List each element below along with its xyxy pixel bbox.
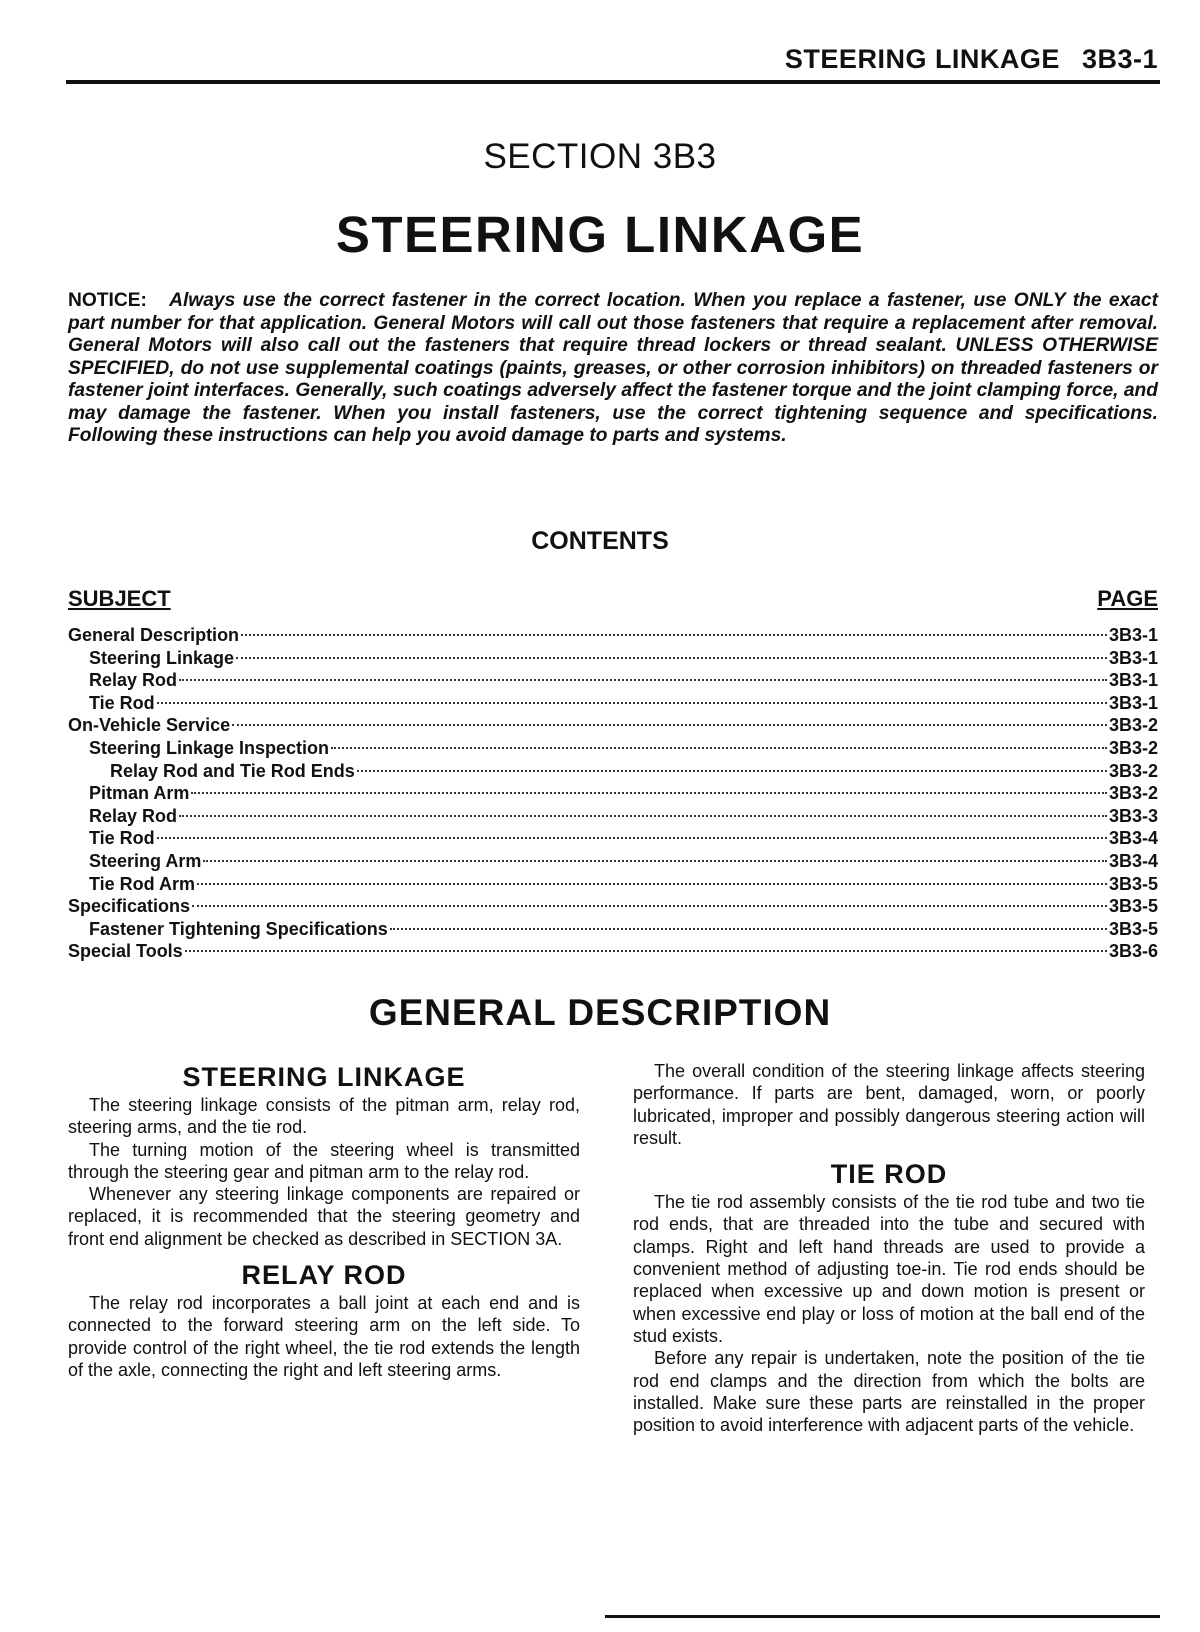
toc-entry (68, 669, 1158, 692)
toc-entry (68, 940, 1158, 963)
toc-entry-page: 3B3-4 (1108, 850, 1158, 871)
section-title: STEERING LINKAGE (335, 206, 865, 263)
toc-entry-title: Special Tools (68, 941, 183, 962)
toc-entry-page: 3B3-2 (1108, 760, 1158, 781)
steering-linkage-heading: STEERING LINKAGE (182, 1062, 466, 1092)
toc-entry-title: Specifications (68, 896, 191, 917)
toc-entry-page: 3B3-1 (1108, 625, 1158, 645)
toc-entry (68, 827, 1158, 850)
toc-entry-title: General Description (68, 625, 240, 645)
toc-entry-page: 3B3-2 (1108, 737, 1158, 758)
tie-rod-heading: TIE ROD (830, 1159, 948, 1190)
toc-entry-page: 3B3-5 (1108, 873, 1158, 894)
notice-label: NOTICE: (68, 290, 147, 311)
toc-entry (68, 850, 1158, 873)
toc-entry-page: 3B3-1 (1108, 647, 1158, 668)
toc-dot-leader (157, 837, 1107, 839)
toc-entry (68, 805, 1158, 828)
toc-entry-title: Pitman Arm (89, 783, 190, 804)
toc-dot-leader (185, 950, 1107, 952)
running-head-title: STEERING LINKAGE (784, 44, 1060, 74)
toc-entry-page: 3B3-3 (1108, 805, 1158, 826)
toc-dot-leader (390, 928, 1107, 930)
running-head (68, 44, 1158, 75)
toc-header (68, 586, 1158, 614)
toc-entry-title: Relay Rod and Tie Rod Ends (110, 760, 355, 781)
toc-dot-leader (179, 679, 1107, 681)
tie-rod-paragraph: Before any repair is undertaken, note the position of the tie rod end clamps and the direction from which the bolts are installed. Make sure these parts are reinstalled in the proper position to avoid interference with adjacent parts of the vehicle. (633, 1348, 1145, 1436)
notice-text: Always use the correct fastener in the correct location. When you replace a fastener, use ONLY the exact part number for that application. General Motors will call out those fasteners that require a replacement after removal. General Motors will also call out the fasteners that require thread lockers or thread sealant. UNLESS OTHERWISE SPECIFIED, do not use supplemental coatings (paints, greases, or other corrosion inhibitors) on threaded fasteners or fastener joint interfaces. Generally, such coatings adversely affect the fastener torque and the joint clamping force, and may damage the fastener. When you install fasteners, use the correct tightening sequence and specifications. Following these instructions can help you avoid damage to parts and systems. (68, 290, 1158, 446)
toc-entry-page: 3B3-2 (1108, 715, 1158, 736)
toc-dot-leader (157, 702, 1107, 704)
toc-entry-title: Fastener Tightening Specifications (89, 918, 388, 939)
toc-entry (68, 714, 1158, 737)
toc-entry-page: 3B3-4 (1108, 828, 1158, 849)
toc-entry-page: 3B3-1 (1108, 670, 1158, 691)
toc-entry (68, 895, 1158, 918)
running-head-page-number: 3B3-1 (1081, 44, 1158, 74)
toc-entry-title: Tie Rod (89, 692, 155, 713)
toc-entry-title: Relay Rod (89, 670, 178, 691)
toc-entry-page: 3B3-5 (1108, 896, 1158, 917)
toc-entry (68, 782, 1158, 805)
footer-rule (605, 1615, 1160, 1618)
tie-rod-paragraph: The tie rod assembly consists of the tie rod tube and two tie rod ends, that are threaded into the tube and secured with clamps. Right and left hand threads are used to provide a convenient method of adjusting toe-in. Tie rod ends should be replaced when excessive up and down motion is present or when excessive end play or loss of motion at the ball end of the stud exists. (633, 1192, 1145, 1346)
toc-entry-page: 3B3-5 (1108, 918, 1158, 939)
toc-entry-title: On-Vehicle Service (68, 715, 231, 736)
toc-entry-page: 3B3-1 (1108, 692, 1158, 713)
toc-entry-title: Steering Linkage (89, 647, 235, 668)
toc-subject-header: SUBJECT (68, 586, 171, 611)
overall-condition-paragraph: The overall condition of the steering linkage affects steering performance. If parts are bent, damaged, worn, or poorly lubricated, improper and possibly dangerous steering action will result. (633, 1061, 1145, 1148)
toc-entry (68, 692, 1158, 715)
toc-dot-leader (236, 657, 1107, 659)
toc-entry (68, 737, 1158, 760)
relay-rod-paragraph: The relay rod incorporates a ball joint at each end and is connected to the forward steering arm on the left side. To provide control of the right wheel, the tie rod extends the length of the axle, connecting the right and left steering arms. (68, 1293, 580, 1380)
toc-dot-leader (179, 815, 1107, 817)
toc-entry (68, 918, 1158, 941)
toc-entry-page: 3B3-2 (1108, 783, 1158, 804)
toc-entry-title: Tie Rod Arm (89, 873, 196, 894)
steering-linkage-paragraph: The turning motion of the steering wheel is transmitted through the steering gear and pitman arm to the relay rod. (68, 1139, 580, 1182)
toc-page-header: PAGE (1097, 586, 1158, 611)
steering-linkage-paragraph: Whenever any steering linkage components are repaired or replaced, it is recommended that the steering geometry and front end alignment be checked as described in SECTION 3A. (68, 1184, 580, 1249)
header-rule (66, 80, 1160, 84)
toc-dot-leader (232, 724, 1107, 726)
right-column (633, 1060, 1145, 1436)
toc-entry (68, 624, 1158, 647)
toc-entry-title: Steering Linkage Inspection (89, 737, 330, 758)
toc-dot-leader (192, 905, 1107, 907)
steering-linkage-paragraph: The steering linkage consists of the pitman arm, relay rod, steering arms, and the tie rod. (68, 1095, 580, 1138)
section-number: SECTION 3B3 (483, 137, 717, 176)
contents-title: CONTENTS (531, 527, 669, 555)
notice-paragraph (68, 290, 1158, 448)
toc-dot-leader (357, 770, 1107, 772)
toc-entry-title: Relay Rod (89, 805, 178, 826)
general-description-title: GENERAL DESCRIPTION (368, 992, 832, 1033)
toc-entry (68, 873, 1158, 896)
toc-entry-page: 3B3-6 (1108, 941, 1158, 962)
relay-rod-heading: RELAY ROD (241, 1260, 407, 1291)
toc-dot-leader (197, 883, 1107, 885)
toc-dot-leader (203, 860, 1107, 862)
toc-entry (68, 647, 1158, 670)
left-column (68, 1060, 580, 1381)
toc-entry (68, 760, 1158, 783)
table-of-contents (68, 624, 1158, 963)
toc-entry-title: Tie Rod (89, 828, 155, 849)
toc-dot-leader (191, 792, 1107, 794)
toc-entry-title: Steering Arm (89, 850, 202, 871)
toc-dot-leader (241, 634, 1107, 636)
toc-dot-leader (331, 747, 1107, 749)
